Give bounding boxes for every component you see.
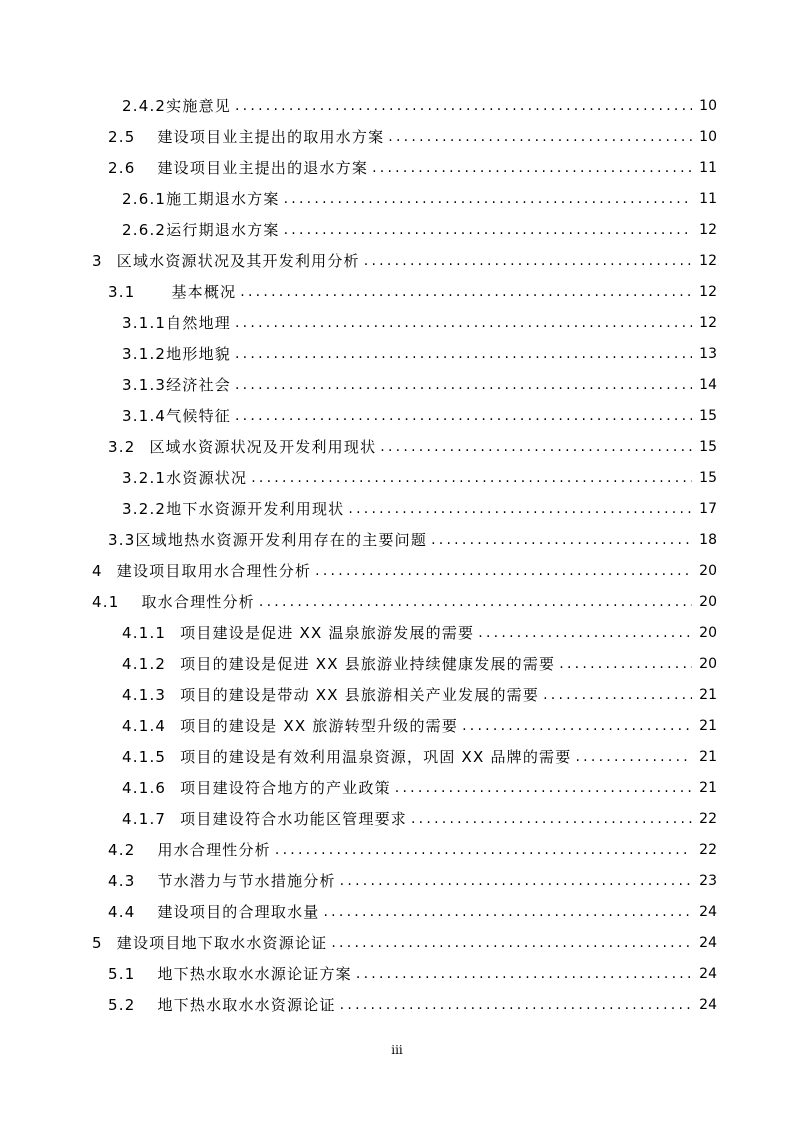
toc-entry[interactable] (0, 276, 794, 307)
toc-entry-page: 11 (699, 190, 717, 207)
toc-entry-page: 24 (699, 934, 717, 951)
toc-entry-page: 14 (699, 376, 717, 393)
dot-leader (372, 159, 692, 177)
toc-entry-title: 建设项目业主提出的取用水方案 (157, 128, 385, 146)
toc-entry[interactable] (0, 927, 794, 958)
toc-entry[interactable] (0, 617, 794, 648)
toc-entry-page: 21 (699, 717, 717, 734)
toc-entry-title: 建设项目的合理取水量 (157, 903, 320, 921)
toc-entry-title: 项目的建设是带动 XX 县旅游相关产业发展的需要 (180, 686, 540, 704)
toc-entry-number: 4.3 (108, 871, 136, 890)
toc-entry-page: 12 (699, 252, 717, 269)
toc-entry-title: 气候特征 (166, 407, 231, 425)
toc-entry-page: 20 (699, 624, 717, 641)
toc-entry-number: 3.3 (108, 530, 136, 549)
toc-entry-page: 22 (699, 841, 717, 858)
toc-entry-title: 用水合理性分析 (157, 841, 271, 859)
toc-entry-page: 15 (699, 469, 717, 486)
toc-entry-number: 2.6 (108, 158, 136, 177)
toc-entry-title: 项目建设符合水功能区管理要求 (180, 810, 407, 828)
toc-entry-title: 地下水资源开发利用现状 (166, 500, 345, 518)
dot-leader (478, 624, 692, 642)
toc-entry-page: 13 (699, 345, 717, 362)
toc-entry-page: 20 (699, 655, 717, 672)
toc-entry-number: 4.1.2 (122, 654, 167, 673)
dot-leader (235, 407, 692, 425)
dot-leader (251, 469, 692, 487)
toc-entry[interactable] (0, 896, 794, 927)
toc-entry-title: 区域地热水资源开发利用存在的主要问题 (135, 531, 428, 549)
toc-entry-title: 建设项目地下取水水资源论证 (116, 934, 328, 952)
dot-leader (315, 562, 692, 580)
toc-entry-title: 建设项目业主提出的退水方案 (157, 159, 369, 177)
dot-leader (284, 221, 692, 239)
dot-leader (340, 996, 692, 1014)
toc-entry-page: 20 (699, 562, 717, 579)
toc-entry[interactable] (0, 865, 794, 896)
toc-entry-page: 10 (699, 97, 717, 114)
toc-entry-title: 区域水资源状况及开发利用现状 (149, 438, 377, 456)
dot-leader (348, 500, 692, 518)
toc-entry-title: 施工期退水方案 (166, 190, 280, 208)
dot-leader (235, 97, 692, 115)
toc-entry[interactable] (0, 679, 794, 710)
toc-entry[interactable] (0, 710, 794, 741)
dot-leader (559, 655, 692, 673)
dot-leader (235, 314, 692, 332)
toc-entry[interactable] (0, 803, 794, 834)
toc-entry[interactable] (0, 214, 794, 245)
toc-entry[interactable] (0, 648, 794, 679)
toc-entry[interactable] (0, 989, 794, 1020)
toc-entry-number: 3.1 (108, 282, 136, 301)
toc-entry[interactable] (0, 586, 794, 617)
toc-entry-page: 24 (699, 996, 717, 1013)
toc-entry[interactable] (0, 90, 794, 121)
toc-entry-number: 5.2 (108, 995, 136, 1014)
dot-leader (240, 283, 692, 301)
table-of-contents (0, 90, 794, 1020)
toc-entry-title: 项目的建设是促进 XX 县旅游业持续健康发展的需要 (180, 655, 556, 673)
toc-entry-page: 21 (699, 779, 717, 796)
toc-entry-number: 2.5 (108, 127, 136, 146)
toc-entry-title: 水资源状况 (166, 469, 248, 487)
toc-entry-title: 取水合理性分析 (141, 593, 255, 611)
toc-entry-number: 4.4 (108, 902, 136, 921)
dot-leader (395, 779, 692, 797)
toc-entry[interactable] (0, 555, 794, 586)
toc-entry-number: 3.1.3 (122, 375, 167, 394)
toc-entry[interactable] (0, 369, 794, 400)
toc-entry-page: 17 (699, 500, 717, 517)
page-number: iii (391, 1043, 403, 1057)
dot-leader (411, 810, 692, 828)
toc-entry-title: 区域水资源状况及其开发利用分析 (116, 252, 360, 270)
toc-entry-title: 地形地貌 (166, 345, 231, 363)
toc-entry-title: 实施意见 (166, 97, 231, 115)
toc-entry-number: 4.1.1 (122, 623, 167, 642)
toc-entry-title: 节水潜力与节水措施分析 (157, 872, 336, 890)
toc-entry-number: 4.2 (108, 840, 136, 859)
dot-leader (259, 593, 692, 611)
toc-entry-page: 22 (699, 810, 717, 827)
toc-entry-title: 项目的建设是 XX 旅游转型升级的需要 (180, 717, 459, 735)
toc-entry-page: 12 (699, 283, 717, 300)
dot-leader (356, 965, 692, 983)
toc-entry-title: 项目建设是促进 XX 温泉旅游发展的需要 (180, 624, 475, 642)
toc-entry-number: 2.6.2 (122, 220, 167, 239)
dot-leader (462, 717, 692, 735)
toc-entry-number: 5 (92, 933, 103, 952)
dot-leader (340, 872, 692, 890)
toc-entry-number: 3.2.2 (122, 499, 167, 518)
toc-entry-page: 23 (699, 872, 717, 889)
toc-entry-number: 3.2 (108, 437, 136, 456)
dot-leader (235, 376, 692, 394)
toc-entry[interactable] (0, 121, 794, 152)
toc-entry[interactable] (0, 183, 794, 214)
toc-entry-number: 4.1.3 (122, 685, 167, 704)
toc-entry-number: 2.4.2 (122, 96, 167, 115)
dot-leader (543, 686, 692, 704)
toc-entry-number: 4 (92, 561, 103, 580)
toc-entry[interactable] (0, 524, 794, 555)
toc-entry-page: 12 (699, 221, 717, 238)
toc-entry[interactable] (0, 152, 794, 183)
toc-entry-page: 21 (699, 748, 717, 765)
toc-entry-number: 4.1.6 (122, 778, 167, 797)
toc-entry-title: 建设项目取用水合理性分析 (116, 562, 312, 580)
toc-entry-title: 地下热水取水水源论证方案 (157, 965, 352, 983)
toc-entry[interactable] (0, 834, 794, 865)
toc-entry-title: 基本概况 (171, 283, 237, 301)
toc-entry-number: 4.1 (92, 592, 120, 611)
toc-entry-title: 项目的建设是有效利用温泉资源，巩固 XX 品牌的需要 (180, 748, 572, 766)
toc-entry[interactable] (0, 958, 794, 989)
toc-entry-number: 3.1.2 (122, 344, 167, 363)
toc-entry-page: 12 (699, 314, 717, 331)
dot-leader (364, 252, 692, 270)
dot-leader (575, 748, 692, 766)
toc-entry-number: 5.1 (108, 964, 136, 983)
toc-entry-title: 项目建设符合地方的产业政策 (180, 779, 391, 797)
dot-leader (323, 903, 692, 921)
toc-entry[interactable] (0, 772, 794, 803)
toc-entry-number: 3.2.1 (122, 468, 167, 487)
toc-entry-page: 11 (699, 159, 717, 176)
toc-entry-number: 4.1.7 (122, 809, 167, 828)
toc-entry-number: 3.1.4 (122, 406, 167, 425)
dot-leader (331, 934, 692, 952)
toc-entry-page: 20 (699, 593, 717, 610)
toc-entry-number: 4.1.4 (122, 716, 167, 735)
toc-entry-page: 24 (699, 965, 717, 982)
toc-entry-title: 地下热水取水水资源论证 (157, 996, 336, 1014)
dot-leader (388, 128, 692, 146)
toc-entry[interactable] (0, 431, 794, 462)
dot-leader (284, 190, 692, 208)
toc-entry-number: 4.1.5 (122, 747, 167, 766)
toc-entry-title: 运行期退水方案 (166, 221, 280, 239)
toc-entry-page: 24 (699, 903, 717, 920)
dot-leader (235, 345, 692, 363)
dot-leader (431, 531, 692, 549)
toc-entry-title: 自然地理 (166, 314, 231, 332)
toc-entry[interactable] (0, 493, 794, 524)
toc-entry-page: 15 (699, 407, 717, 424)
toc-entry[interactable] (0, 400, 794, 431)
toc-entry-title: 经济社会 (166, 376, 231, 394)
toc-entry[interactable] (0, 741, 794, 772)
toc-entry-number: 2.6.1 (122, 189, 167, 208)
toc-entry-number: 3 (92, 251, 103, 270)
dot-leader (275, 841, 692, 859)
dot-leader (380, 438, 692, 456)
toc-entry-number: 3.1.1 (122, 313, 167, 332)
toc-entry[interactable] (0, 338, 794, 369)
toc-entry-page: 10 (699, 128, 717, 145)
toc-entry-page: 15 (699, 438, 717, 455)
toc-entry-page: 21 (699, 686, 717, 703)
toc-entry-page: 18 (699, 531, 717, 548)
toc-entry[interactable] (0, 307, 794, 338)
toc-entry[interactable] (0, 462, 794, 493)
toc-entry[interactable] (0, 245, 794, 276)
